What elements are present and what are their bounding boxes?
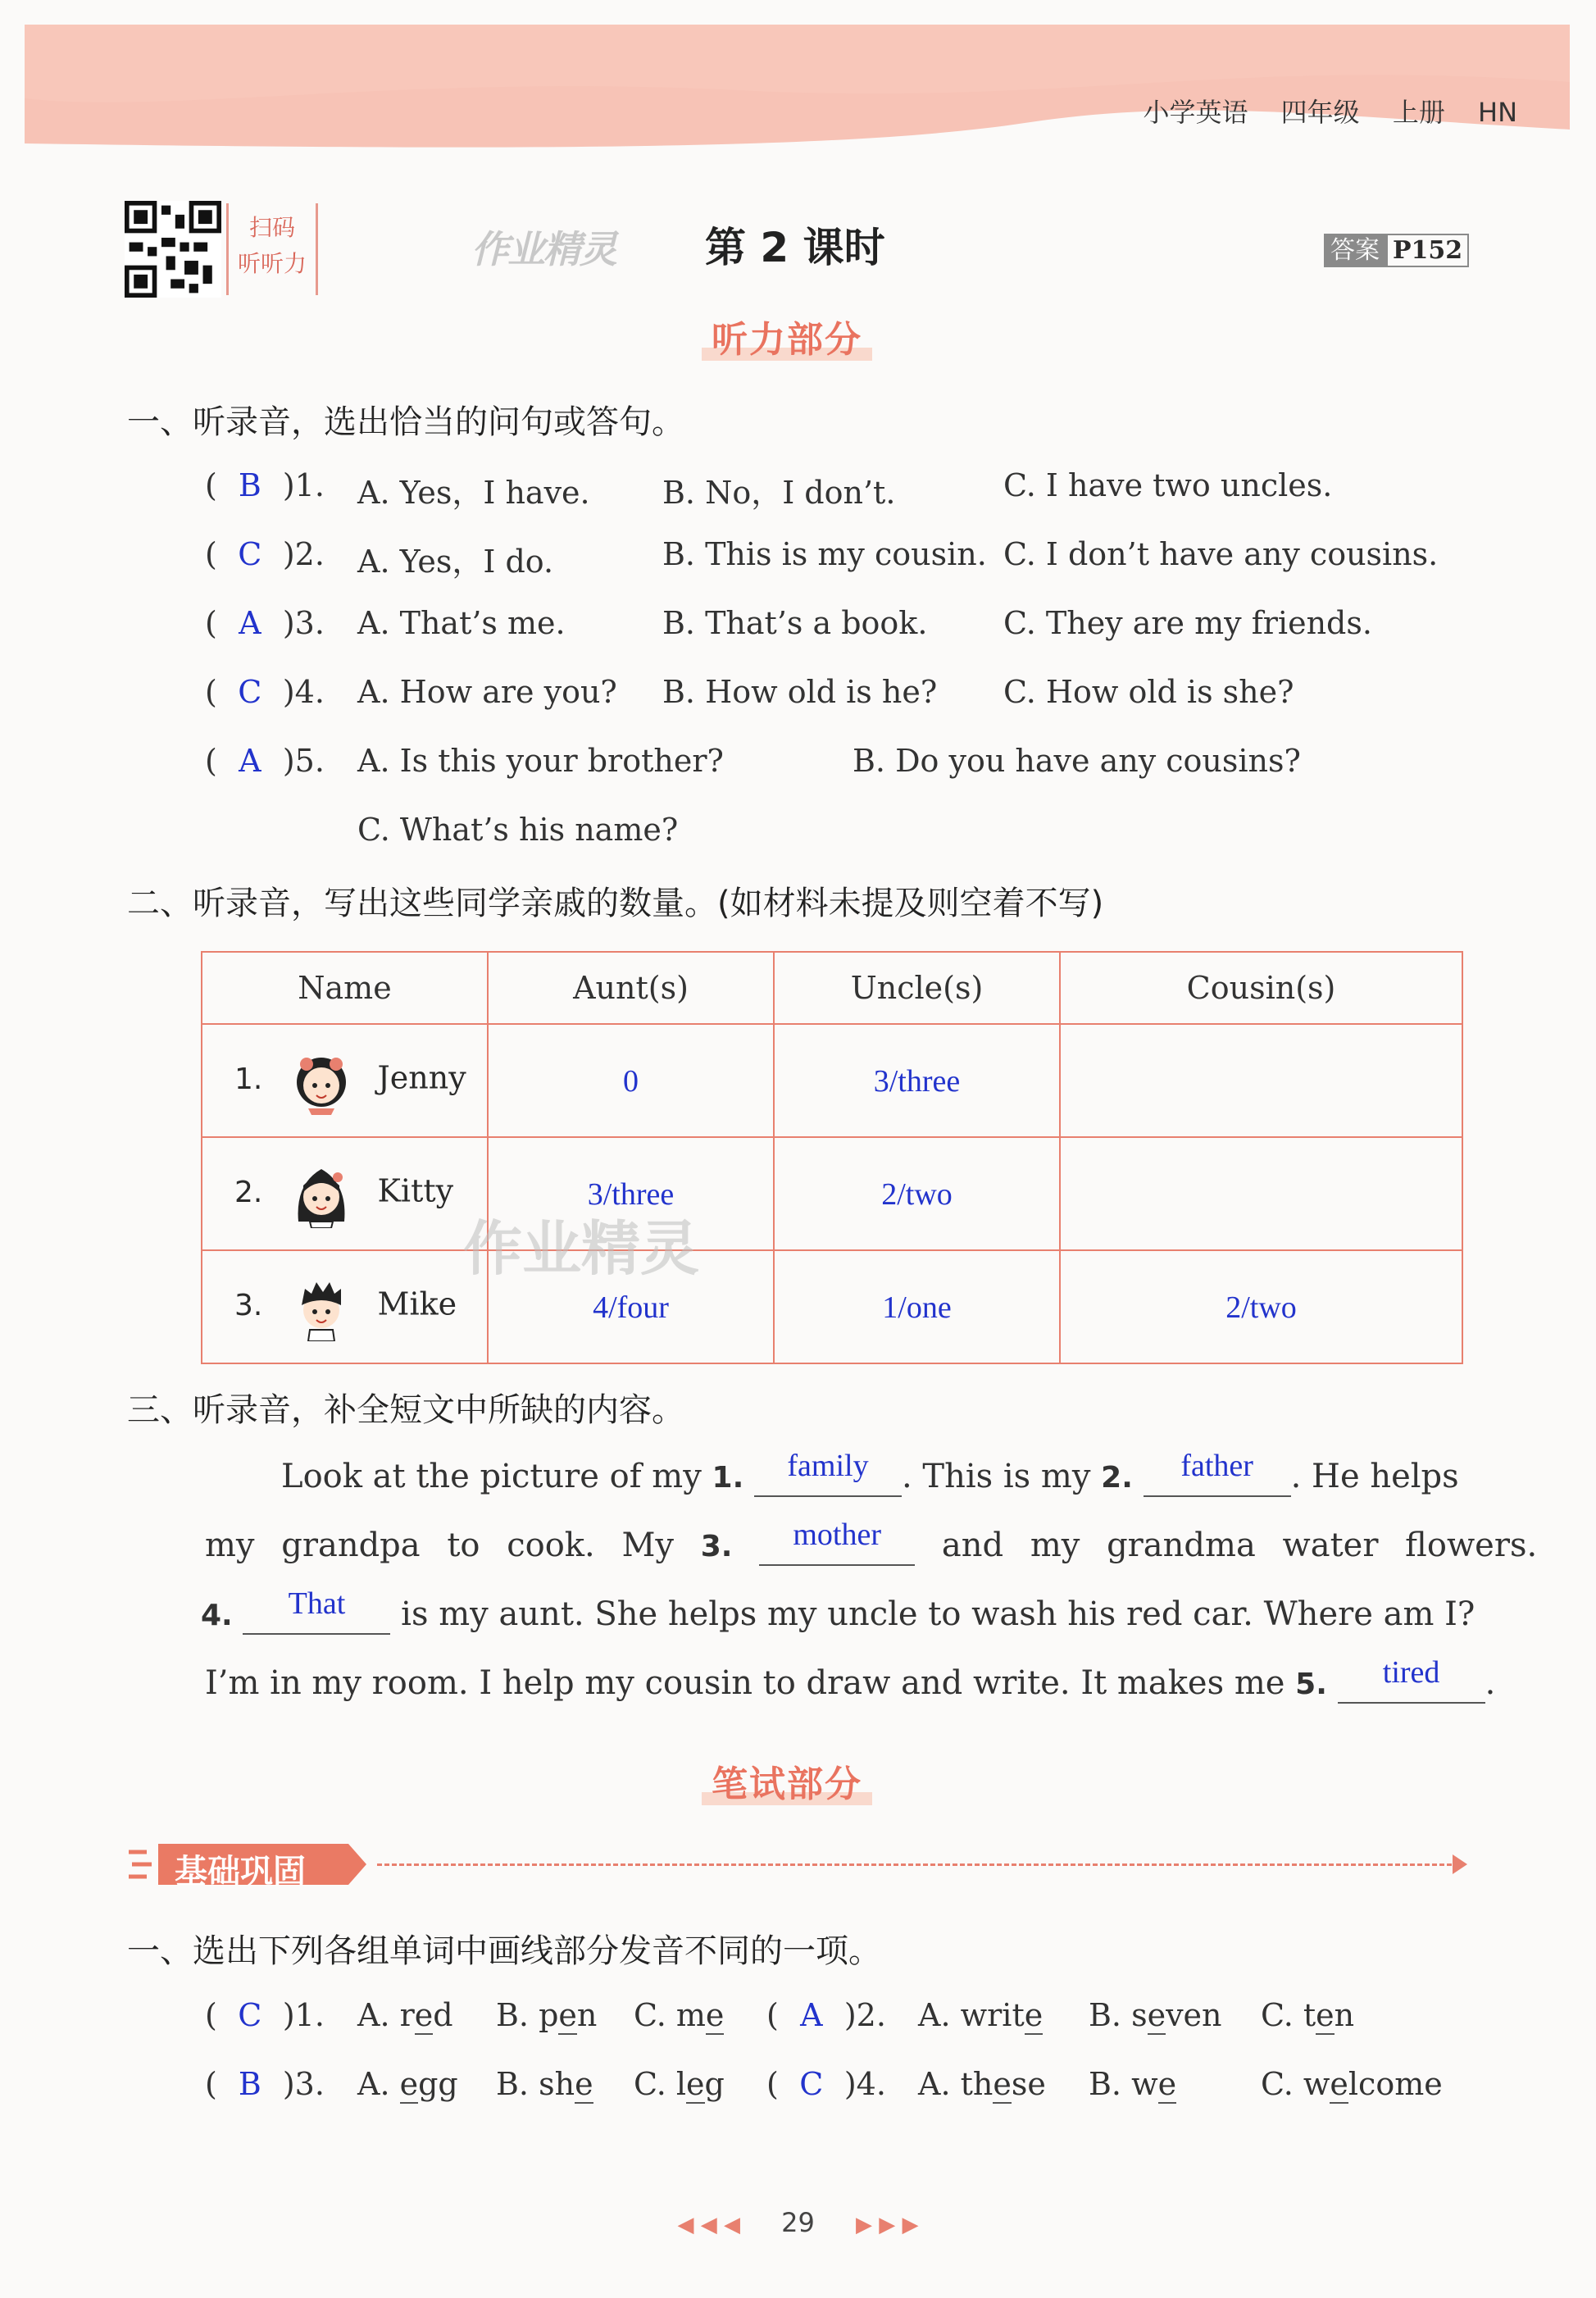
option-a: A. Yes，I do. — [357, 544, 554, 580]
option-a — [918, 1997, 1043, 2033]
underlined-letters: e — [399, 2066, 419, 2102]
item-number: 1. — [294, 467, 325, 503]
blank-1[interactable] — [754, 1449, 902, 1497]
basic-consolidation-banner — [127, 1841, 369, 1891]
underlined-letters: e — [686, 2066, 705, 2102]
cousins-cell — [1060, 1250, 1462, 1363]
column-header-name: Name — [202, 952, 488, 1024]
answer-letter: A — [800, 1997, 823, 2033]
row-number: 1. — [234, 1062, 263, 1096]
blank-answer: mother — [793, 1518, 881, 1552]
answer-letter: C — [799, 2066, 824, 2102]
aunts-answer: 0 — [623, 1063, 639, 1099]
scan-listen-label — [226, 203, 318, 295]
underlined-letters: e — [575, 2066, 593, 2102]
option-c — [634, 2066, 725, 2102]
option-text: C. w — [1261, 2066, 1330, 2102]
option-c: C. How old is she? — [1003, 674, 1294, 710]
item-number: 2. — [294, 536, 325, 572]
passage-text: . He helps — [1290, 1458, 1459, 1495]
option-c: C. I don’t have any cousins. — [1003, 536, 1439, 572]
uncles-answer: 2/two — [881, 1176, 953, 1212]
blank-number: 1. — [712, 1461, 744, 1495]
option-text: B. p — [496, 1997, 559, 2033]
underlined-letters: e — [705, 1997, 725, 2033]
passage-text: . This is my — [901, 1458, 1102, 1495]
student-name: Kitty — [377, 1172, 454, 1209]
item-number: 1. — [294, 1997, 325, 2033]
answer-letter: C — [238, 674, 262, 710]
underlined-letters: e — [414, 1997, 434, 2033]
option-c — [1261, 1997, 1354, 2033]
option-c — [1261, 2066, 1443, 2102]
item-number: 5. — [294, 743, 325, 779]
aunts-answer: 4/four — [593, 1290, 669, 1325]
blank-number: 4. — [201, 1599, 233, 1632]
table-header-row — [202, 952, 1462, 1024]
uncles-cell — [774, 1024, 1060, 1137]
header-band — [0, 0, 1596, 164]
uncles-cell — [774, 1250, 1060, 1363]
row-number: 2. — [234, 1175, 263, 1209]
answer-ref-page: P152 — [1386, 234, 1469, 267]
uncles-answer: 3/three — [873, 1063, 961, 1099]
aunts-cell — [488, 1024, 774, 1137]
option-text: se — [1011, 2066, 1046, 2102]
passage-text: and my grandma water flowers. — [915, 1527, 1538, 1564]
page-number: 29 — [781, 2207, 815, 2238]
option-text: ven — [1166, 1997, 1222, 2033]
passage-line-3 — [201, 1586, 1476, 1635]
blank-4[interactable] — [243, 1586, 390, 1635]
relatives-table — [201, 951, 1463, 1364]
blank-number: 3. — [700, 1530, 733, 1563]
row-number: 3. — [234, 1288, 263, 1322]
scan-label-line1: 扫码 — [248, 214, 295, 241]
option-c: C. I have two uncles. — [1003, 467, 1333, 503]
aunts-answer: 3/three — [587, 1176, 675, 1212]
blank-answer: tired — [1382, 1655, 1440, 1690]
item-number: 4. — [294, 674, 325, 710]
underlined-letters: e — [1024, 1997, 1044, 2033]
option-b — [496, 2066, 593, 2102]
option-a — [357, 1997, 453, 2033]
blank-answer: family — [787, 1449, 869, 1483]
item-number: 3. — [294, 605, 325, 641]
blank-number: 5. — [1295, 1668, 1327, 1701]
underlined-letters: e — [1147, 1997, 1166, 2033]
option-text: B. w — [1089, 2066, 1158, 2102]
watermark-logo: 作业精灵 — [471, 227, 616, 271]
passage-text: . — [1485, 1664, 1496, 1702]
uncles-answer: 1/one — [882, 1290, 952, 1325]
option-b — [496, 1997, 597, 2033]
name-cell — [202, 1137, 488, 1250]
option-text: n — [576, 1997, 598, 2033]
option-b: B. No，I don’t. — [662, 475, 896, 511]
answer-letter: A — [239, 743, 261, 779]
option-b: B. How old is he? — [662, 674, 938, 710]
table-row — [202, 1024, 1462, 1137]
option-b — [1089, 1997, 1222, 2033]
scan-label-line2: 听听力 — [237, 250, 307, 277]
option-text: A. th — [918, 2066, 994, 2102]
item-number: 2. — [856, 1997, 886, 2033]
cousins-answer: 2/two — [1225, 1290, 1297, 1325]
underlined-letters: e — [993, 2066, 1012, 2102]
volume-label: 上册 — [1392, 97, 1445, 128]
blank-answer: That — [288, 1586, 346, 1621]
lesson-title: 第 2 课时 — [705, 224, 885, 271]
option-b — [1089, 2066, 1176, 2102]
dashed-divider — [377, 1863, 1459, 1866]
option-text: lcome — [1348, 2066, 1443, 2102]
option-text: g — [704, 2066, 725, 2102]
written-section-banner: 笔试部分 — [712, 1754, 862, 1807]
underlined-letters: e — [1330, 2066, 1348, 2102]
next-arrows-icon: ▶ ▶ ▶ — [856, 2213, 919, 2237]
answer-letter: B — [238, 467, 261, 503]
table-row — [202, 1137, 1462, 1250]
blank-2[interactable] — [1144, 1449, 1291, 1497]
cousins-cell — [1060, 1137, 1462, 1250]
underlined-letters: e — [1157, 2066, 1177, 2102]
passage-text: my grandpa to cook. My — [205, 1527, 701, 1564]
underlined-letters: e — [558, 1997, 577, 2033]
answer-letter: C — [238, 1997, 262, 2033]
option-text: n — [1334, 1997, 1355, 2033]
item-number: 4. — [856, 2066, 886, 2102]
answer-letter: C — [238, 536, 262, 572]
blank-3[interactable] — [759, 1518, 915, 1566]
column-header-cousins: Cousin(s) — [1060, 952, 1462, 1024]
table-row — [202, 1250, 1462, 1363]
option-text: A. — [357, 2066, 400, 2102]
watermark-center: 作业精灵 — [463, 1214, 700, 1283]
answer-page-reference — [1324, 230, 1469, 266]
listening-part1-heading: 一、听录音，选出恰当的问句或答句。 — [127, 403, 684, 441]
listening-section-banner: 听力部分 — [712, 310, 862, 362]
column-header-uncles: Uncle(s) — [774, 952, 1060, 1024]
option-a — [357, 2066, 458, 2102]
qr-code-icon[interactable] — [125, 201, 221, 298]
option-a — [918, 2066, 1046, 2102]
grade-label: 四年级 — [1280, 97, 1360, 128]
blank-number: 2. — [1101, 1461, 1133, 1495]
option-b: B. That’s a book. — [662, 605, 928, 641]
written-part1-heading: 一、选出下列各组单词中画线部分发音不同的一项。 — [127, 1932, 881, 1970]
name-cell — [202, 1250, 488, 1363]
option-a: A. Yes，I have. — [357, 475, 590, 511]
option-text: B. sh — [496, 2066, 575, 2102]
passage-line-4 — [205, 1655, 1496, 1704]
student-name: Jenny — [377, 1059, 466, 1096]
option-b: B. Do you have any cousins? — [853, 743, 1301, 779]
listening-part3-heading: 三、听录音，补全短文中所缺的内容。 — [127, 1391, 684, 1429]
prev-arrows-icon: ◀ ◀ ◀ — [677, 2213, 740, 2237]
edition-label: HN — [1478, 97, 1517, 128]
passage-line-2 — [205, 1518, 1538, 1566]
option-text: gg — [418, 2066, 458, 2102]
answer-ref-label: 答案 — [1324, 234, 1386, 267]
student-name: Mike — [377, 1286, 457, 1322]
option-a: A. How are you? — [357, 674, 617, 710]
option-text: d — [433, 1997, 453, 2033]
option-a: A. That’s me. — [357, 605, 566, 641]
underlined-letters: e — [1316, 1997, 1335, 2033]
option-c — [634, 1997, 724, 2033]
boy-avatar-icon — [290, 1272, 352, 1341]
option-a: A. Is this your brother? — [357, 743, 724, 779]
name-cell — [202, 1024, 488, 1137]
option-text: C. t — [1261, 1997, 1316, 2033]
divider-arrow-icon — [1453, 1854, 1467, 1874]
page-number-footer — [0, 2207, 1596, 2238]
passage-text: I’m in my room. I help my cousin to draw and write. It makes me — [205, 1664, 1296, 1702]
passage-text: Look at the picture of my — [281, 1458, 712, 1495]
uncles-cell — [774, 1137, 1060, 1250]
option-text: A. r — [357, 1997, 415, 2033]
answer-letter: B — [238, 2066, 261, 2102]
item-number: 3. — [294, 2066, 325, 2102]
option-c: C. What’s his name? — [357, 812, 679, 848]
option-b: B. This is my cousin. — [662, 536, 987, 572]
header-meta — [1118, 92, 1517, 130]
girl-avatar-icon — [290, 1159, 352, 1228]
subject-label: 小学英语 — [1143, 97, 1248, 128]
blank-answer: father — [1180, 1449, 1253, 1483]
option-text: C. m — [634, 1997, 706, 2033]
passage-line-1 — [281, 1449, 1459, 1497]
option-text: A. writ — [918, 1997, 1025, 2033]
girl-avatar-icon — [290, 1046, 352, 1115]
option-text: B. s — [1089, 1997, 1148, 2033]
option-text: C. l — [634, 2066, 687, 2102]
answer-letter: A — [239, 605, 261, 641]
listening-part2-heading: 二、听录音，写出这些同学亲戚的数量。(如材料未提及则空着不写) — [127, 885, 1104, 922]
column-header-aunts: Aunt(s) — [488, 952, 774, 1024]
passage-text: is my aunt. She helps my uncle to wash his red car. Where am I? — [390, 1595, 1476, 1633]
cousins-cell — [1060, 1024, 1462, 1137]
option-c: C. They are my friends. — [1003, 605, 1372, 641]
basic-banner-label: 基础巩固 — [175, 1853, 306, 1891]
blank-5[interactable] — [1338, 1655, 1485, 1704]
